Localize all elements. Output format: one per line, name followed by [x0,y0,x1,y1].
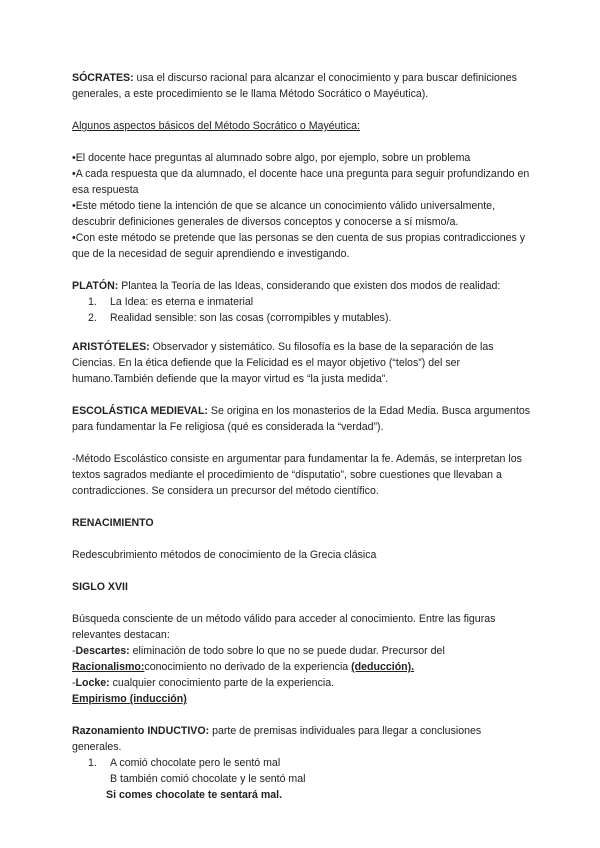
escolastica-label: ESCOLÁSTICA MEDIEVAL: [72,405,208,417]
list-item: 2. Realidad sensible: son las cosas (corrompibles y mutables). [88,312,392,324]
aspects-list [72,150,532,262]
deduccion-label: (deducción). [351,661,415,673]
locke-label: Locke: [75,677,110,689]
document-page [72,70,532,803]
aristoteles-label: ARISTÓTELES: [72,341,150,353]
socrates-paragraph [72,70,532,102]
platon-text: Plantea la Teoría de las Ideas, considerando que existen dos modos de realidad: [118,280,501,292]
escolastica-paragraph [72,403,532,435]
platon-label: PLATÓN: [72,280,119,292]
locke-line: -Locke: cualquier conocimiento parte de la experiencia. [72,677,335,689]
renacimiento-heading: RENACIMIENTO [72,517,154,529]
siglo-heading: SIGLO XVII [72,581,128,593]
platon-paragraph [72,278,532,294]
descartes-line: -Descartes: eliminación de todo sobre lo que no se puede dudar. Precursor del [72,645,445,657]
platon-list [72,294,532,326]
empirismo-line: Empirismo (inducción) [72,693,187,705]
escolastica-text: Se origina en los monasterios de la Edad Media. Busca argumentos para fundamentar la Fe religiosa (qué es considerada la “verdad”). [72,405,531,433]
list-item: 1. A comió chocolate pero le sentó mal [88,757,281,769]
racionalismo-line: Racionalismo:conocimiento no derivado de la experiencia (deducción). [72,661,415,673]
aristoteles-text: Observador y sistemático. Su filosofía es la base de la separación de las Ciencias. En la ética defiende que la Felicidad es el mayor objetivo (“telos”) del ser humano.También defiende que la mayor virtud es “la justa medida”. [72,341,494,385]
inductivo-conclusion: Si comes chocolate te sentará mal. [106,789,283,801]
list-item: 1. La Idea: es eterna e inmaterial [88,296,254,308]
racionalismo-label: Racionalismo: [72,661,145,673]
descartes-label: Descartes: [75,645,130,657]
inductivo-label: Razonamiento INDUCTIVO: [72,725,210,737]
siglo-intro: Búsqueda consciente de un método válido para acceder al conocimiento. Entre las figuras relevantes destacan: [72,613,496,641]
inductivo-list [72,755,532,771]
aspects-heading: Algunos aspectos básicos del Método Socrático o Mayéutica: [72,120,360,132]
aspect-item: •Este método tiene la intención de que se alcance un conocimiento válido universalmente, descubrir definiciones generales de diversos conceptos y conocerse a sí mismo/a. [72,200,496,228]
socrates-text: usa el discurso racional para alcanzar el conocimiento y para buscar definiciones generales, a este procedimiento se le llama Método Socrático o Mayéutica). [72,72,517,100]
socrates-label: SÓCRATES: [72,72,134,84]
escolastica-method: -Método Escolástico consiste en argumentar para fundamentar la fe. Además, se interpretan los textos sagrados mediante el procedimiento de “disputatio”, sobre cuestiones que llevaban a contradicciones. Se considera un precursor del método científico. [72,453,522,497]
aspect-item: •Con este método se pretende que las personas se den cuenta de sus propias contradicciones y que de la necesidad de seguir aprendiendo e investigando. [72,232,526,260]
aristoteles-paragraph [72,339,532,387]
inductivo-paragraph: Razonamiento INDUCTIVO: parte de premisas individuales para llegar a conclusiones generales. [72,725,482,753]
inductivo-line2: B también comió chocolate y le sentó mal [110,773,306,785]
renacimiento-text: Redescubrimiento métodos de conocimiento de la Grecia clásica [72,549,377,561]
aspect-item: •El docente hace preguntas al alumnado sobre algo, por ejemplo, sobre un problema [72,152,471,164]
aspect-item: •A cada respuesta que da alumnado, el docente hace una pregunta para seguir profundizando en esa respuesta [72,168,530,196]
